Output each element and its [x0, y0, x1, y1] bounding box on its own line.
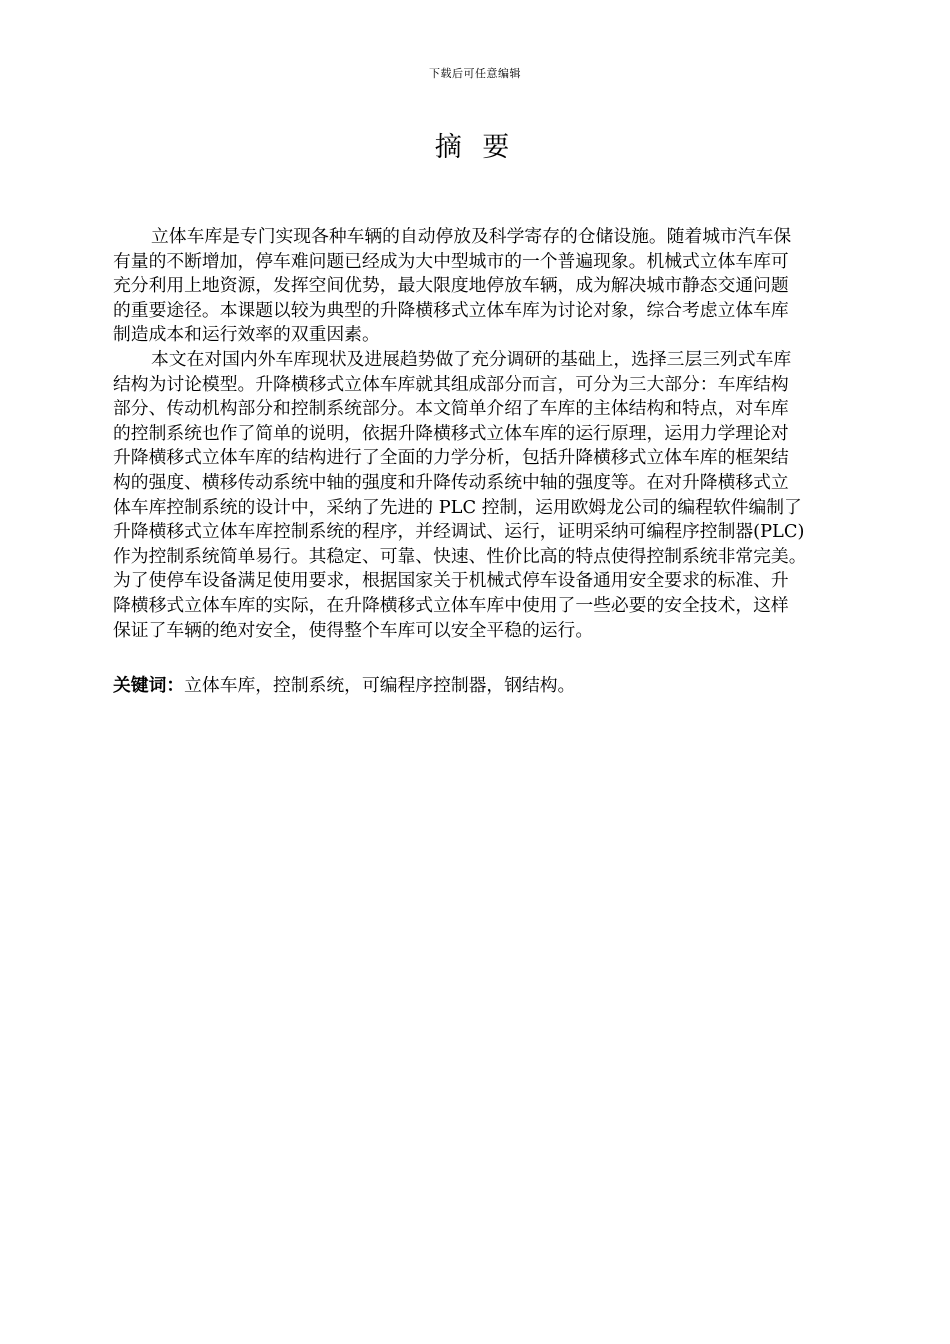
page-header: 下载后可任意编辑	[429, 67, 521, 80]
abstract-paragraph-1	[113, 225, 873, 348]
paragraph-line: 立体车库是专门实现各种车辆的自动停放及科学寄存的仓储设施。随着城市汽车保	[151, 226, 792, 247]
paragraph-line: 升降横移式立体车库控制系统的程序，并经调试、运行，证明采纳可编程序控制器(PLC)	[113, 521, 805, 543]
abstract-paragraph-2	[113, 348, 873, 643]
paragraph-line: 本文在对国内外车库现状及进展趋势做了充分调研的基础上，选择三层三列式车库	[151, 349, 792, 370]
paragraph-line: 体车库控制系统的设计中，采纳了先进的 PLC 控制，运用欧姆龙公司的编程软件编制了	[113, 496, 802, 518]
page-title: 摘 要	[434, 132, 516, 163]
paragraph-line: 保证了车辆的绝对安全，使得整个车库可以安全平稳的运行。	[113, 619, 594, 641]
paragraph-line: 的控制系统也作了简单的说明，依据升降横移式立体车库的运行原理，运用力学理论对	[113, 422, 789, 444]
paragraph-line: 降横移式立体车库的实际，在升降横移式立体车库中使用了一些必要的安全技术，这样	[113, 594, 789, 616]
paragraph-line: 作为控制系统简单易行。其稳定、可靠、快速、性价比高的特点使得控制系统非常完美。	[113, 545, 807, 567]
paragraph-line: 充分利用上地资源，发挥空间优势，最大限度地停放车辆，成为解决城市静态交通问题	[113, 275, 789, 297]
paragraph-line: 部分、传动机构部分和控制系统部分。本文简单介绍了车库的主体结构和特点，对车库	[113, 398, 789, 420]
paragraph-line: 构的强度、横移传动系统中轴的强度和升降传动系统中轴的强度等。在对升降横移式立	[113, 471, 789, 493]
paragraph-line: 升降横移式立体车库的结构进行了全面的力学分析，包括升降横移式立体车库的框架结	[113, 447, 789, 469]
paragraph-line: 结构为讨论模型。升降横移式立体车库就其组成部分而言，可分为三大部分：车库结构	[113, 373, 789, 395]
paragraph-line: 制造成本和运行效率的双重因素。	[113, 324, 380, 346]
keywords-line	[113, 674, 873, 699]
paragraph-line: 的重要途径。本课题以较为典型的升降横移式立体车库为讨论对象，综合考虑立体车库	[113, 299, 789, 321]
keywords-label: 关键词：	[113, 675, 185, 696]
keywords-text: 立体车库，控制系统，可编程序控制器，钢结构。	[184, 675, 576, 696]
paragraph-line: 为了使停车设备满足使用要求，根据国家关于机械式停车设备通用安全要求的标准、升	[113, 570, 789, 592]
paragraph-line: 有量的不断增加，停车难问题已经成为大中型城市的一个普遍现象。机械式立体车库可	[113, 250, 789, 272]
